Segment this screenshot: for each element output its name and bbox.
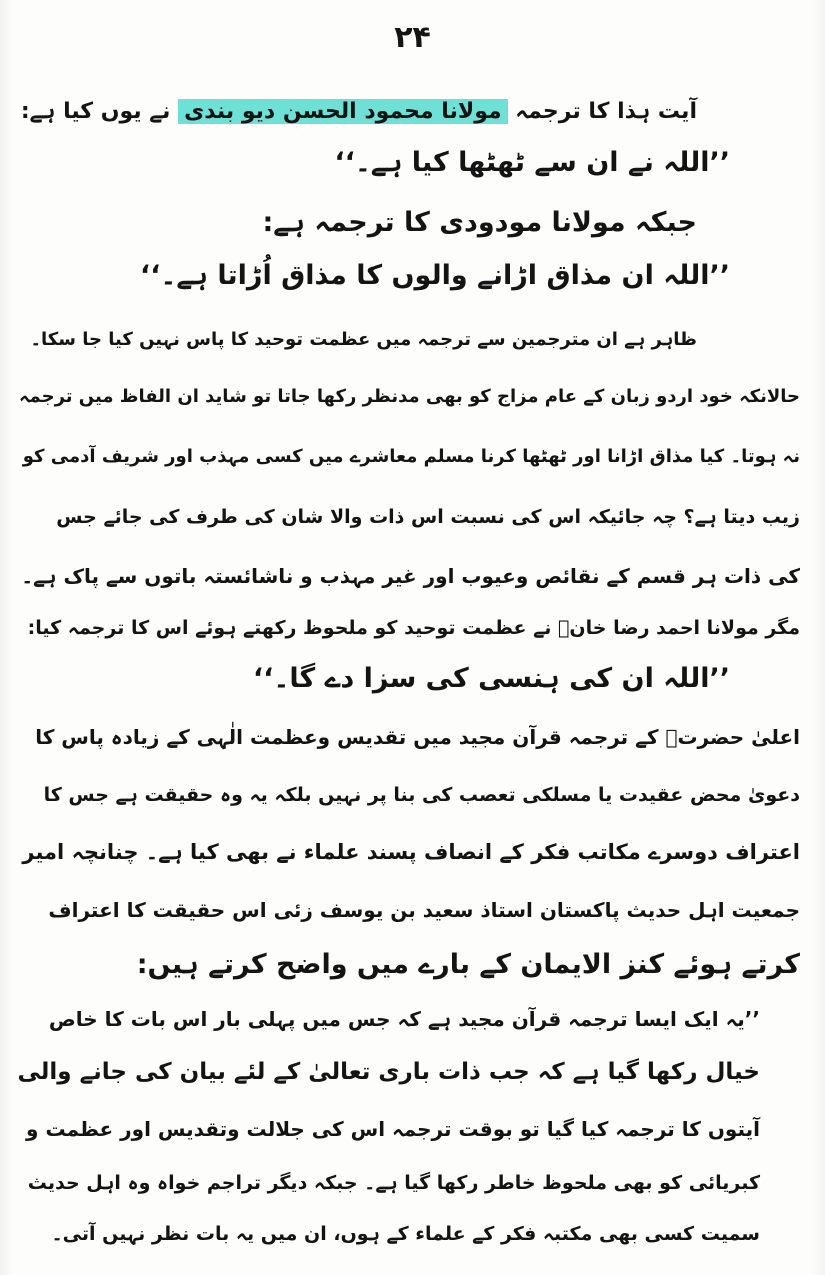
highlighted-text: مولانا محمود الحسن دیو بندی — [178, 99, 508, 124]
text-line: ظاہر ہے ان مترجمین سے ترجمہ میں عظمت توحید کا پاس نہیں کیا جا سکا۔ — [30, 329, 697, 350]
text-line: حالانکہ خود اردو زبان کے عام مزاج کو بھی مدنظر رکھا جاتا تو شاید ان الفاظ میں ترجمہ — [18, 386, 800, 407]
page-number: ۲۴ — [394, 20, 431, 55]
quote-line: ’’یہ ایک ایسا ترجمہ قرآن مجید ہے کہ جس میں پہلی بار اس بات کا خاص — [48, 1007, 760, 1031]
text-line: اعلیٰ حضرتؒ کے ترجمہ قرآن مجید میں تقدیس وعظمت الٰہی کے زیادہ پاس کا — [35, 725, 800, 749]
text-line: کی ذات ہر قسم کے نقائص وعیوب اور غیر مہذب و ناشائستہ باتوں سے پاک ہے۔ — [21, 564, 800, 588]
quote-line: خیال رکھا گیا ہے کہ جب ذات باری تعالیٰ کے لئے بیان کی جانے والی — [17, 1059, 760, 1085]
text-line: نہ ہوتا۔ کیا مذاق اڑانا اور ٹھٹھا کرنا مسلم معاشرے میں کسی مہذب اور شریف آدمی کو — [22, 446, 800, 467]
text-line: کرتے ہوئے کنز الایمان کے بارے میں واضح کرتے ہیں: — [136, 949, 800, 980]
quote-line: ’’اللہ نے ان سے ٹھٹھا کیا ہے۔‘‘ — [334, 147, 730, 178]
quote-line: آیتوں کا ترجمہ کیا گیا تو بوقت ترجمہ اس کی جلالت وتقدیس اور عظمت و — [26, 1117, 760, 1141]
text-line: اعتراف دوسرے مکاتب فکر کے انصاف پسند علماء نے بھی کیا ہے۔ چنانچہ امیر — [22, 840, 800, 864]
text-line: مگر مولانا احمد رضا خانؒ نے عظمت توحید کو ملحوظ رکھتے ہوئے اس کا ترجمہ کیا: — [27, 617, 800, 639]
quote-line: ’’اللہ ان مذاق اڑانے والوں کا مذاق اُڑاتا ہے۔‘‘ — [140, 260, 730, 291]
quote-line: سمیت کسی بھی مکتبہ فکر کے علماء کے ہوں، ان میں یہ بات نظر نہیں آتی۔ — [51, 1223, 760, 1245]
text-line: دعویٰ محض عقیدت یا مسلکی تعصب کی بنا پر نہیں بلکہ یہ وہ حقیقت ہے جس کا — [43, 784, 800, 806]
text-line: زیب دیتا ہے؟ چہ جائیکہ اس کی نسبت اس ذات والا شان کی طرف کی جائے جس — [56, 506, 800, 528]
line-text: آیت ہذا کا ترجمہ — [507, 99, 697, 124]
line-text: نے یوں کیا ہے: — [20, 99, 179, 124]
text-line: جبکہ مولانا مودودی کا ترجمہ ہے: — [262, 207, 697, 238]
quote-line: ’’اللہ ان کی ہنسی کی سزا دے گا۔‘‘ — [253, 663, 730, 694]
text-line: جمعیت اہل حدیث پاکستان استاذ سعید بن یوسف زئی اس حقیقت کا اعتراف — [48, 898, 800, 922]
text-line — [21, 92, 697, 132]
quote-line: کبریائی کو بھی ملحوظ خاطر رکھا گیا ہے۔ جبکہ دیگر تراجم خواہ وہ اہل حدیث — [27, 1172, 760, 1194]
